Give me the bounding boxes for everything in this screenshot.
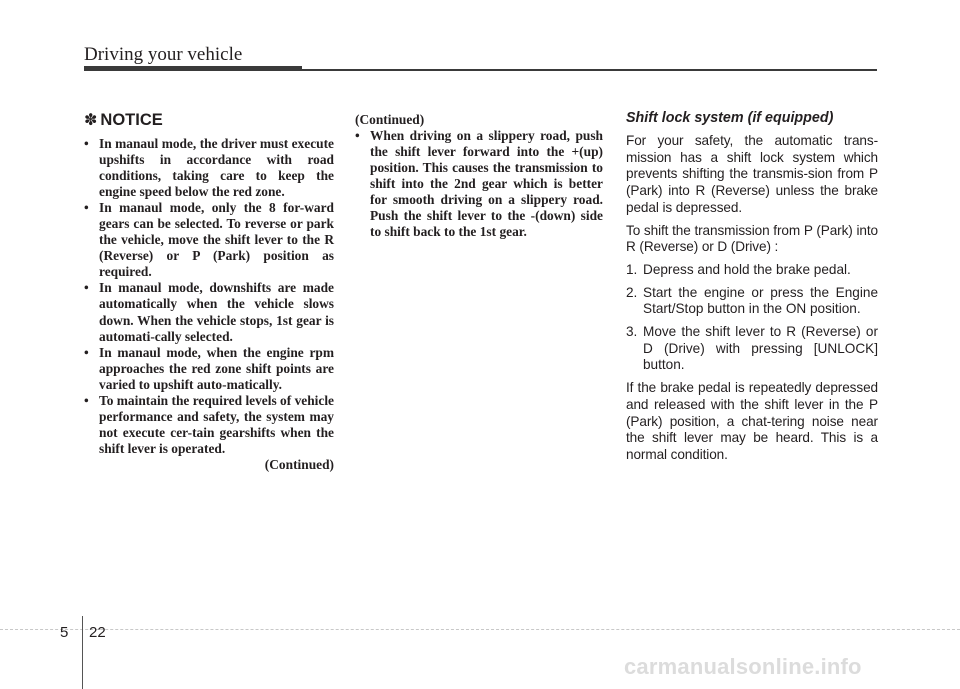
header-rule-thick [84, 66, 302, 71]
section-title: Shift lock system (if equipped) [626, 110, 834, 126]
notice-item: • In manaul mode, only the 8 for-ward gears can be selected. To reverse or park the vehicle, move the shift lever to the R (Reverse) or P (Park) position as required. [84, 200, 334, 280]
asterisk-icon: ✽ [84, 112, 98, 129]
step-item: 3. Move the shift lever to R (Reverse) or D (Drive) with pressing [UNLOCK] button. [626, 324, 878, 373]
shift-lock-note: If the brake pedal is repeatedly depressed and released with the shift lever in the P (Park) position, a chat-tering noise near the shift lever may be heard. This is a normal condition. [626, 380, 878, 462]
shift-lock-steps [626, 262, 878, 374]
footer-rule [0, 629, 960, 630]
notice-item: • In manaul mode, when the engine rpm approaches the red zone shift points are varied to upshift auto-matically. [84, 344, 334, 392]
notice-column [84, 110, 334, 473]
notice-continued-column [355, 112, 603, 240]
shift-lock-lead: To shift the transmission from P (Park) into R (Reverse) or D (Drive) : [626, 222, 878, 255]
notice-heading-label: NOTICE [100, 110, 163, 129]
continued-label: (Continued) [264, 456, 334, 472]
notice-continued-list [355, 128, 603, 240]
step-item: 2. Start the engine or press the Engine Start/Stop button in the ON position. [626, 284, 878, 317]
footer-divider [82, 616, 83, 689]
shift-lock-column [626, 110, 878, 470]
notice-item: • In manaul mode, downshifts are made automatically when the vehicle slows down. When the vehicle stops, 1st gear is automati-cally selected. [84, 280, 334, 344]
notice-item: • To maintain the required levels of vehicle performance and safety, the system may not execute cer-tain gearshifts when the shift lever is operated. [84, 392, 334, 456]
continued-label: (Continued) [355, 112, 425, 127]
header-rule-thin [302, 69, 877, 71]
notice-list [84, 136, 334, 457]
notice-heading [84, 110, 334, 130]
step-item: 1. Depress and hold the brake pedal. [626, 261, 851, 277]
page-number: 22 [89, 624, 106, 641]
notice-item: • In manaul mode, the driver must execute upshifts in accordance with road conditions, taking care to keep the engine speed below the red zone. [84, 136, 334, 200]
notice-item: • When driving on a slippery road, push the shift lever forward into the +(up) position. This causes the transmission to shift into the 2nd gear which is better for smooth driving on a slippery road. Push the shift lever to the -(down) side to shift back to the 1st gear. [355, 128, 603, 240]
header-title: Driving your vehicle [84, 44, 243, 65]
chapter-number: 5 [60, 624, 69, 641]
shift-lock-intro: For your safety, the automatic trans-mission has a shift lock system which prevents shifting the transmis-sion from P (Park) into R (Reverse) unless the brake pedal is depressed. [626, 133, 878, 215]
watermark: carmanualsonline.info [624, 654, 862, 679]
